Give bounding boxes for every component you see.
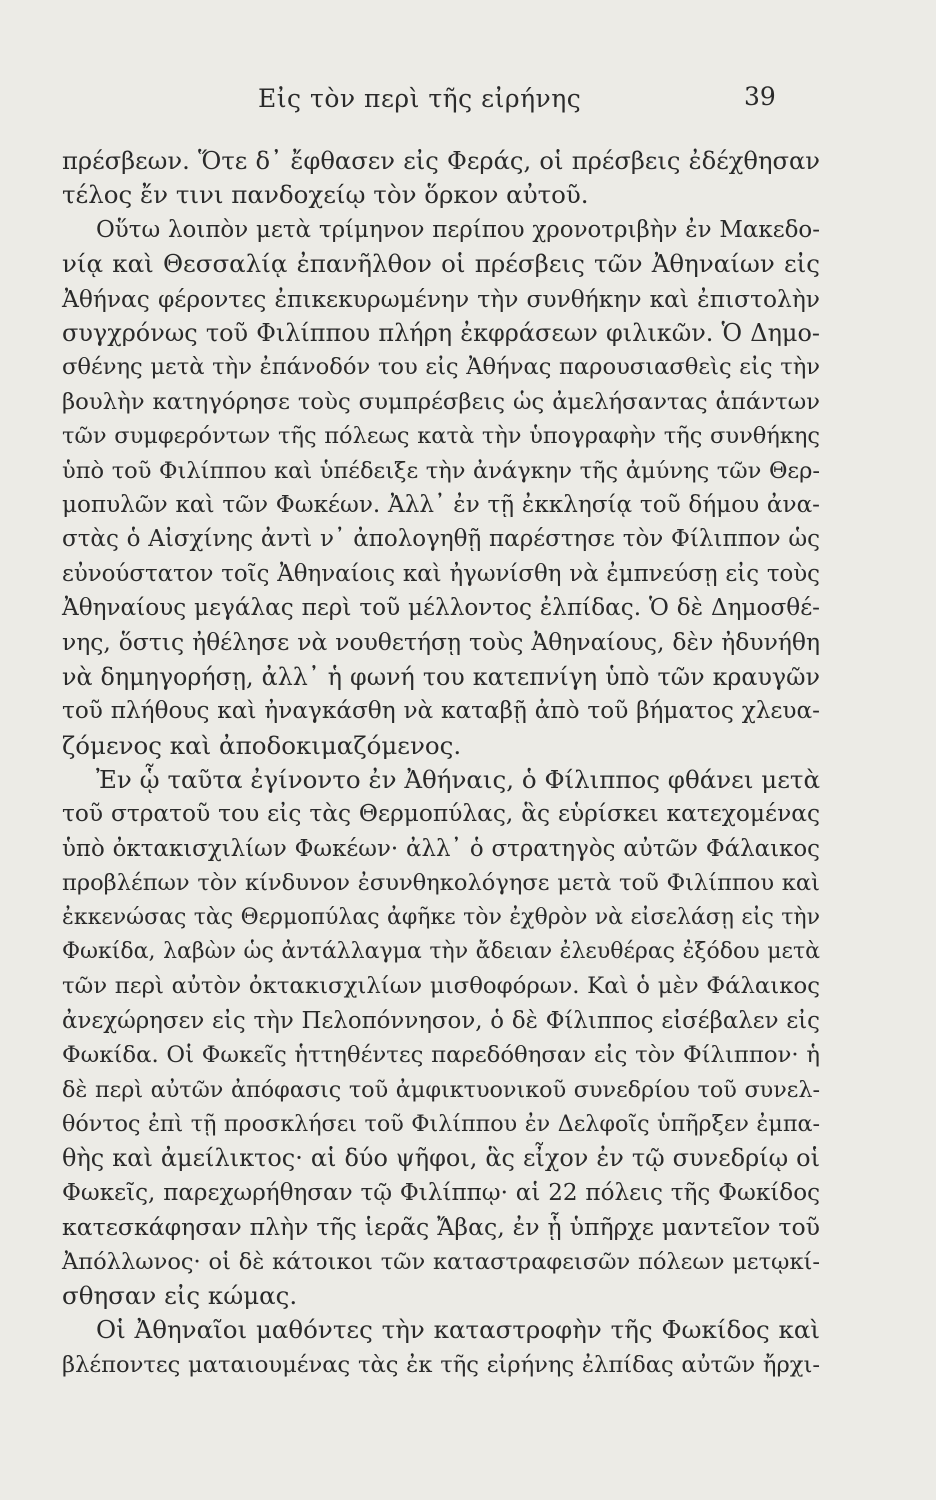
text-line: ζόμενος καὶ ἀποδοκιμαζόμενος.: [62, 730, 462, 760]
text-line: Φωκίδα, λαβὼν ὡς ἀντάλλαγμα τὴν ἄδειαν ἐλευθέρας ἐξόδου μετὰ: [62, 938, 820, 964]
text-line: σθένης μετὰ τὴν ἐπάνοδόν του εἰς Ἀθήνας παρουσιασθεὶς εἰς τὴν: [62, 354, 820, 381]
text-line: ἐκκενώσας τὰς Θερμοπύλας ἀφῆκε τὸν ἐχθρὸν νὰ εἰσελάσῃ εἰς τὴν: [62, 904, 820, 930]
paragraph-start-line: Οὕτω λοιπὸν μετὰ τρίμηνον περίπου χρονοτριβὴν ἐν Μακεδο-: [96, 216, 820, 243]
text-line: ὑπὸ τοῦ Φιλίππου καὶ ὑπέδειξε τὴν ἀνάγκην τῆς ἀμύνης τῶν Θερ-: [62, 457, 820, 484]
text-line: προβλέπων τὸν κίνδυνον ἐσυνθηκολόγησε μετὰ τοῦ Φιλίππου καὶ: [62, 870, 820, 897]
text-line: δὲ περὶ αὐτῶν ἀπόφασις τοῦ ἀμφικτυονικοῦ συνεδρίου τοῦ συνελ-: [62, 1076, 820, 1103]
text-line: μοπυλῶν καὶ τῶν Φωκέων. Ἀλλ᾽ ἐν τῇ ἐκκλησίᾳ τοῦ δήμου ἀνα-: [62, 491, 820, 518]
text-line: βλέποντες ματαιουμένας τὰς ἐκ τῆς εἰρήνης ἐλπίδας αὐτῶν ἤρχι-: [62, 1351, 820, 1378]
text-line: κατεσκάφησαν πλὴν τῆς ἱερᾶς Ἄβας, ἐν ᾗ ὑπῆρχε μαντεῖον τοῦ: [62, 1213, 820, 1242]
text-line: τῶν περὶ αὐτὸν ὀκτακισχιλίων μισθοφόρων. Καὶ ὁ μὲν Φάλαικος: [62, 973, 820, 1000]
text-line: τῶν συμφερόντων τῆς πόλεως κατὰ τὴν ὑπογραφὴν τῆς συνθήκης: [62, 423, 820, 450]
text-line: Φωκεῖς, παρεχωρήθησαν τῷ Φιλίππῳ· αἱ 22 πόλεις τῆς Φωκίδος: [62, 1179, 820, 1206]
text-line: ἀνεχώρησεν εἰς τὴν Πελοπόννησον, ὁ δὲ Φίλιππος εἰσέβαλεν εἰς: [62, 1007, 820, 1034]
text-line: βουλὴν κατηγόρησε τοὺς συμπρέσβεις ὡς ἀμελήσαντας ἁπάντων: [62, 388, 820, 415]
text-line: τοῦ στρατοῦ του εἰς τὰς Θερμοπύλας, ἃς εὑρίσκει κατεχομένας: [62, 800, 820, 828]
text-line: στὰς ὁ Αἰσχίνης ἀντὶ ν᾽ ἀπολογηθῇ παρέστησε τὸν Φίλιππον ὡς: [62, 526, 820, 553]
page-header: [0, 84, 936, 124]
text-line: νης, ὅστις ἠθέλησε νὰ νουθετήσῃ τοὺς Ἀθηναίους, δὲν ἠδυνήθη: [62, 628, 820, 657]
text-line: σθησαν εἰς κώμας.: [62, 1280, 298, 1310]
text-line: συγχρόνως τοῦ Φιλίππου πλήρη ἐκφράσεων φιλικῶν. Ὁ Δημο-: [62, 318, 820, 347]
text-line: Ἀθήνας φέροντες ἐπικεκυρωμένην τὴν συνθήκην καὶ ἐπιστολὴν: [62, 284, 820, 313]
text-line: Ἀπόλλωνος· οἱ δὲ κάτοικοι τῶν καταστραφεισῶν πόλεων μετῳκί-: [62, 1248, 820, 1275]
paragraph-start-line: Οἱ Ἀθηναῖοι μαθόντες τὴν καταστροφὴν τῆς Φωκίδος καὶ: [96, 1315, 820, 1345]
text-line: νίᾳ καὶ Θεσσαλίᾳ ἐπανῆλθον οἱ πρέσβεις τῶν Ἀθηναίων εἰς: [62, 249, 820, 279]
paragraph-start-line: Ἐν ᾧ ταῦτα ἐγίνοντο ἐν Ἀθήναις, ὁ Φίλιππος φθάνει μετὰ: [96, 765, 820, 795]
text-line: νὰ δημηγορήσῃ, ἀλλ᾽ ἡ φωνή του κατεπνίγη ὑπὸ τῶν κραυγῶν: [62, 662, 820, 691]
text-line: Φωκίδα. Οἱ Φωκεῖς ἡττηθέντες παρεδόθησαν εἰς τὸν Φίλιππον· ἡ: [62, 1042, 820, 1069]
body-text: [62, 144, 820, 1382]
text-line: θόντος ἐπὶ τῇ προσκλήσει τοῦ Φιλίππου ἐν Δελφοῖς ὑπῆρξεν ἐμπα-: [62, 1110, 820, 1137]
text-line: τέλος ἔν τινι πανδοχείῳ τὸν ὅρκον αὐτοῦ.: [62, 180, 589, 210]
text-line: πρέσβεων. Ὅτε δ᾽ ἔφθασεν εἰς Φεράς, οἱ πρέσβεις ἐδέχθησαν: [62, 147, 820, 175]
page-number: 39: [744, 82, 776, 111]
text-line: Ἀθηναίους μεγάλας περὶ τοῦ μέλλοντος ἐλπίδας. Ὁ δὲ Δημοσθέ-: [62, 595, 820, 622]
text-line: θὴς καὶ ἀμείλικτος· αἱ δύο ψῆφοι, ἃς εἶχον ἐν τῷ συνεδρίῳ οἱ: [62, 1144, 820, 1173]
text-line: ὑπὸ ὀκτακισχιλίων Φωκέων· ἀλλ᾽ ὁ στρατηγὸς αὐτῶν Φάλαικος: [62, 835, 820, 862]
running-title: Εἰς τὸν περὶ τῆς εἰρήνης: [258, 84, 582, 113]
text-line: εὐνούστατον τοῖς Ἀθηναίοις καὶ ἠγωνίσθη νὰ ἐμπνεύσῃ εἰς τοὺς: [62, 560, 820, 587]
text-line: τοῦ πλήθους καὶ ἠναγκάσθη νὰ καταβῇ ἀπὸ τοῦ βήματος χλευα-: [62, 697, 820, 725]
